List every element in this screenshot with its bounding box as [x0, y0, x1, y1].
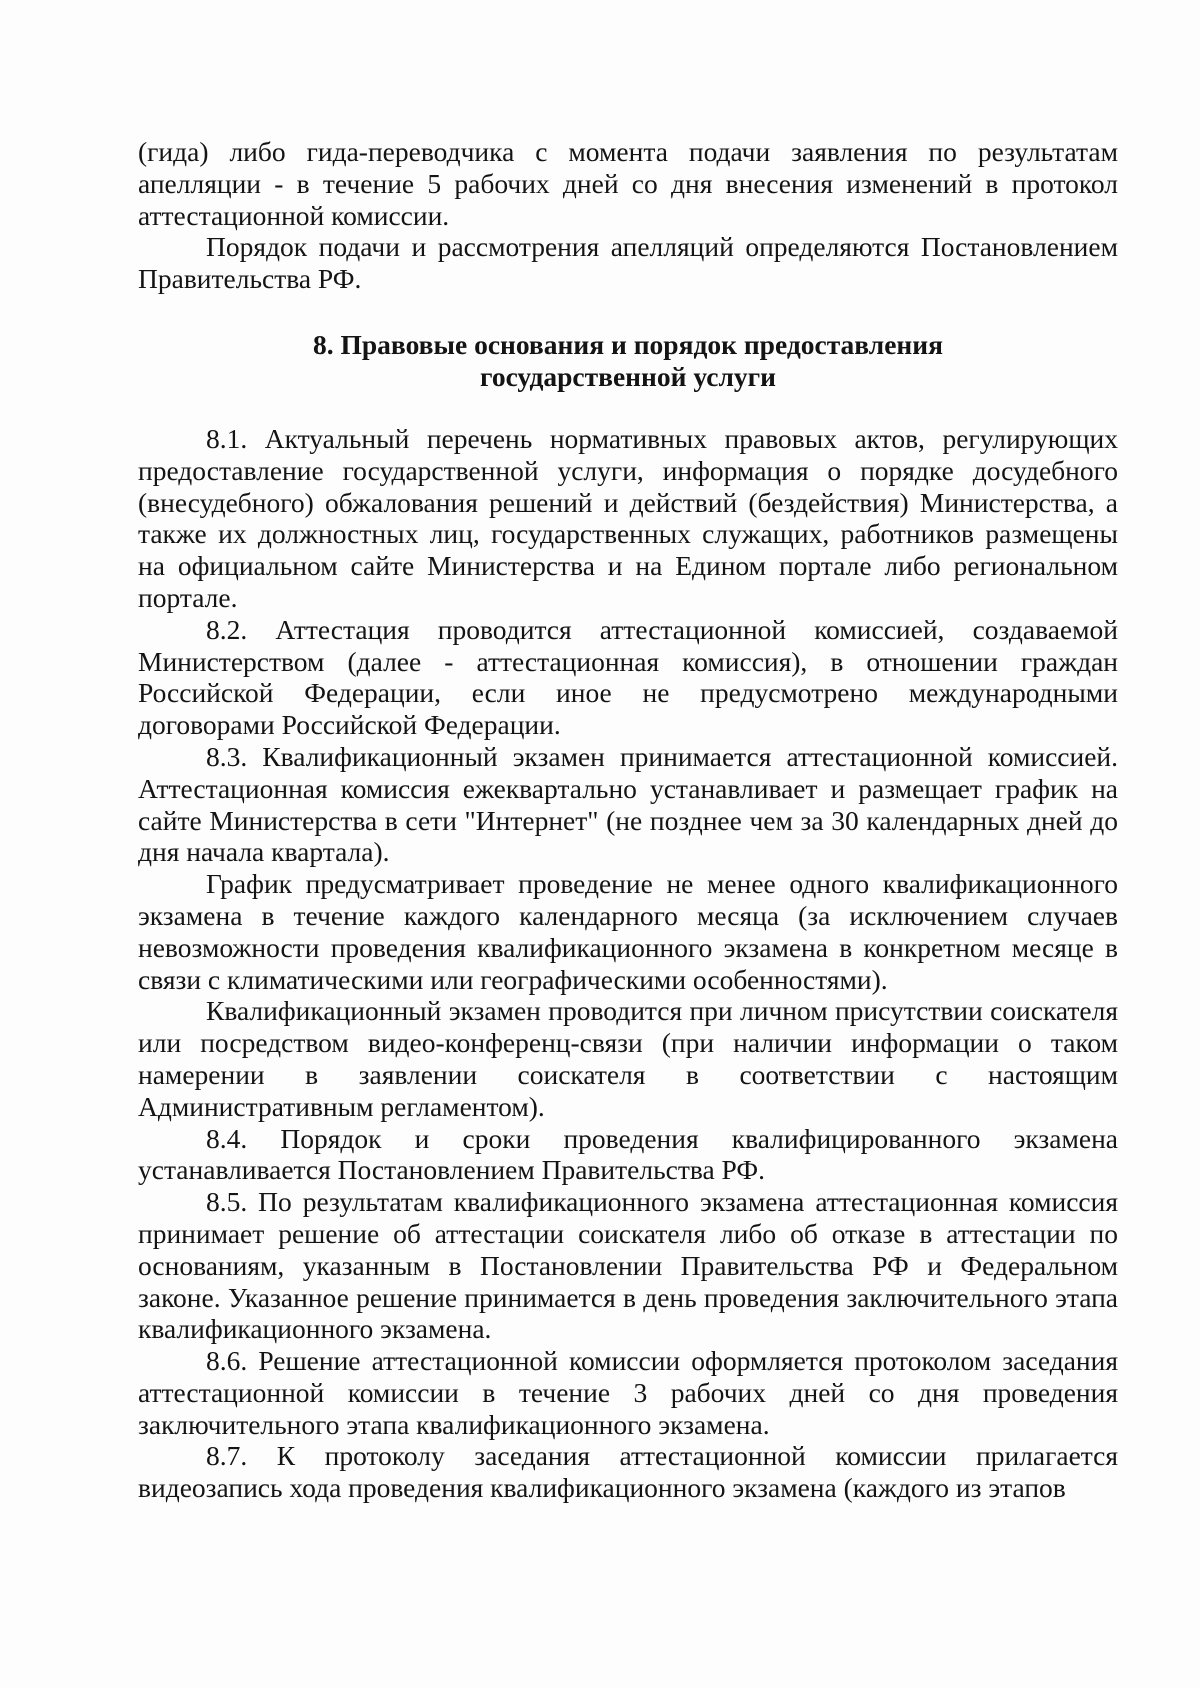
paragraph-8-1: 8.1. Актуальный перечень нормативных правовых актов, регулирующих предоставление государственной услуги, информация о порядке досудебного (внесудебного) обжалования решений и действий (бездействия) Министерства, а также их должностных лиц, государственных служащих, работников размещены на официальном сайте Министерства и на Едином портале либо региональном портале.: [138, 422, 1118, 613]
paragraph-8-6: 8.6. Решение аттестационной комиссии оформляется протоколом заседания аттестационной комиссии в течение 3 рабочих дней со дня проведения заключительного этапа квалификационного экзамена.: [138, 1345, 1118, 1440]
paragraph-8-3-exam-format: Квалификационный экзамен проводится при личном присутствии соискателя или посредством видео-конференц-связи (при наличии информации о таком намерении в заявлении соискателя в соответствии с настоящим Административным регламентом).: [138, 995, 1118, 1122]
paragraph-8-4: 8.4. Порядок и сроки проведения квалифицированного экзамена устанавливается Постановлением Правительства РФ.: [138, 1122, 1118, 1186]
section-heading-line-1: 8. Правовые основания и порядок предоставления: [313, 328, 943, 360]
paragraph-8-3-schedule: График предусматривает проведение не менее одного квалификационного экзамена в течение каждого календарного месяца (за исключением случаев невозможности проведения квалификационного экзамена в конкретном месяце в связи с климатическими или географическими особенностями).: [138, 868, 1118, 995]
paragraph-8-5: 8.5. По результатам квалификационного экзамена аттестационная комиссия принимает решение об аттестации соискателя либо об отказе в аттестации по основаниям, указанным в Постановлении Правительства РФ и Федеральном законе. Указанное решение принимается в день проведения заключительного этапа квалификационного экзамена.: [138, 1186, 1118, 1345]
appeal-procedure-paragraph: Порядок подачи и рассмотрения апелляций определяются Постановлением Правительства РФ.: [138, 231, 1118, 295]
paragraph-8-3: 8.3. Квалификационный экзамен принимается аттестационной комиссией. Аттестационная комиссия ежеквартально устанавливает и размещает график на сайте Министерства в сети "Интернет" (не позднее чем за 30 календарных дней до дня начала квартала).: [138, 740, 1118, 868]
document-body: [138, 136, 1118, 1504]
intro-paragraph-continuation: (гида) либо гида-переводчика с момента подачи заявления по результатам апелляции - в течение 5 рабочих дней со дня внесения изменений в протокол аттестационной комиссии.: [138, 136, 1118, 231]
paragraph-8-7: 8.7. К протоколу заседания аттестационной комиссии прилагается видеозапись хода проведения квалификационного экзамена (каждого из этапов: [138, 1440, 1118, 1504]
paragraph-8-2: 8.2. Аттестация проводится аттестационной комиссией, создаваемой Министерством (далее - аттестационная комиссия), в отношении граждан Российской Федерации, если иное не предусмотрено международными договорами Российской Федерации.: [138, 613, 1118, 741]
section-heading-line-2: государственной услуги: [480, 360, 776, 392]
section-8-heading: [138, 329, 1118, 393]
